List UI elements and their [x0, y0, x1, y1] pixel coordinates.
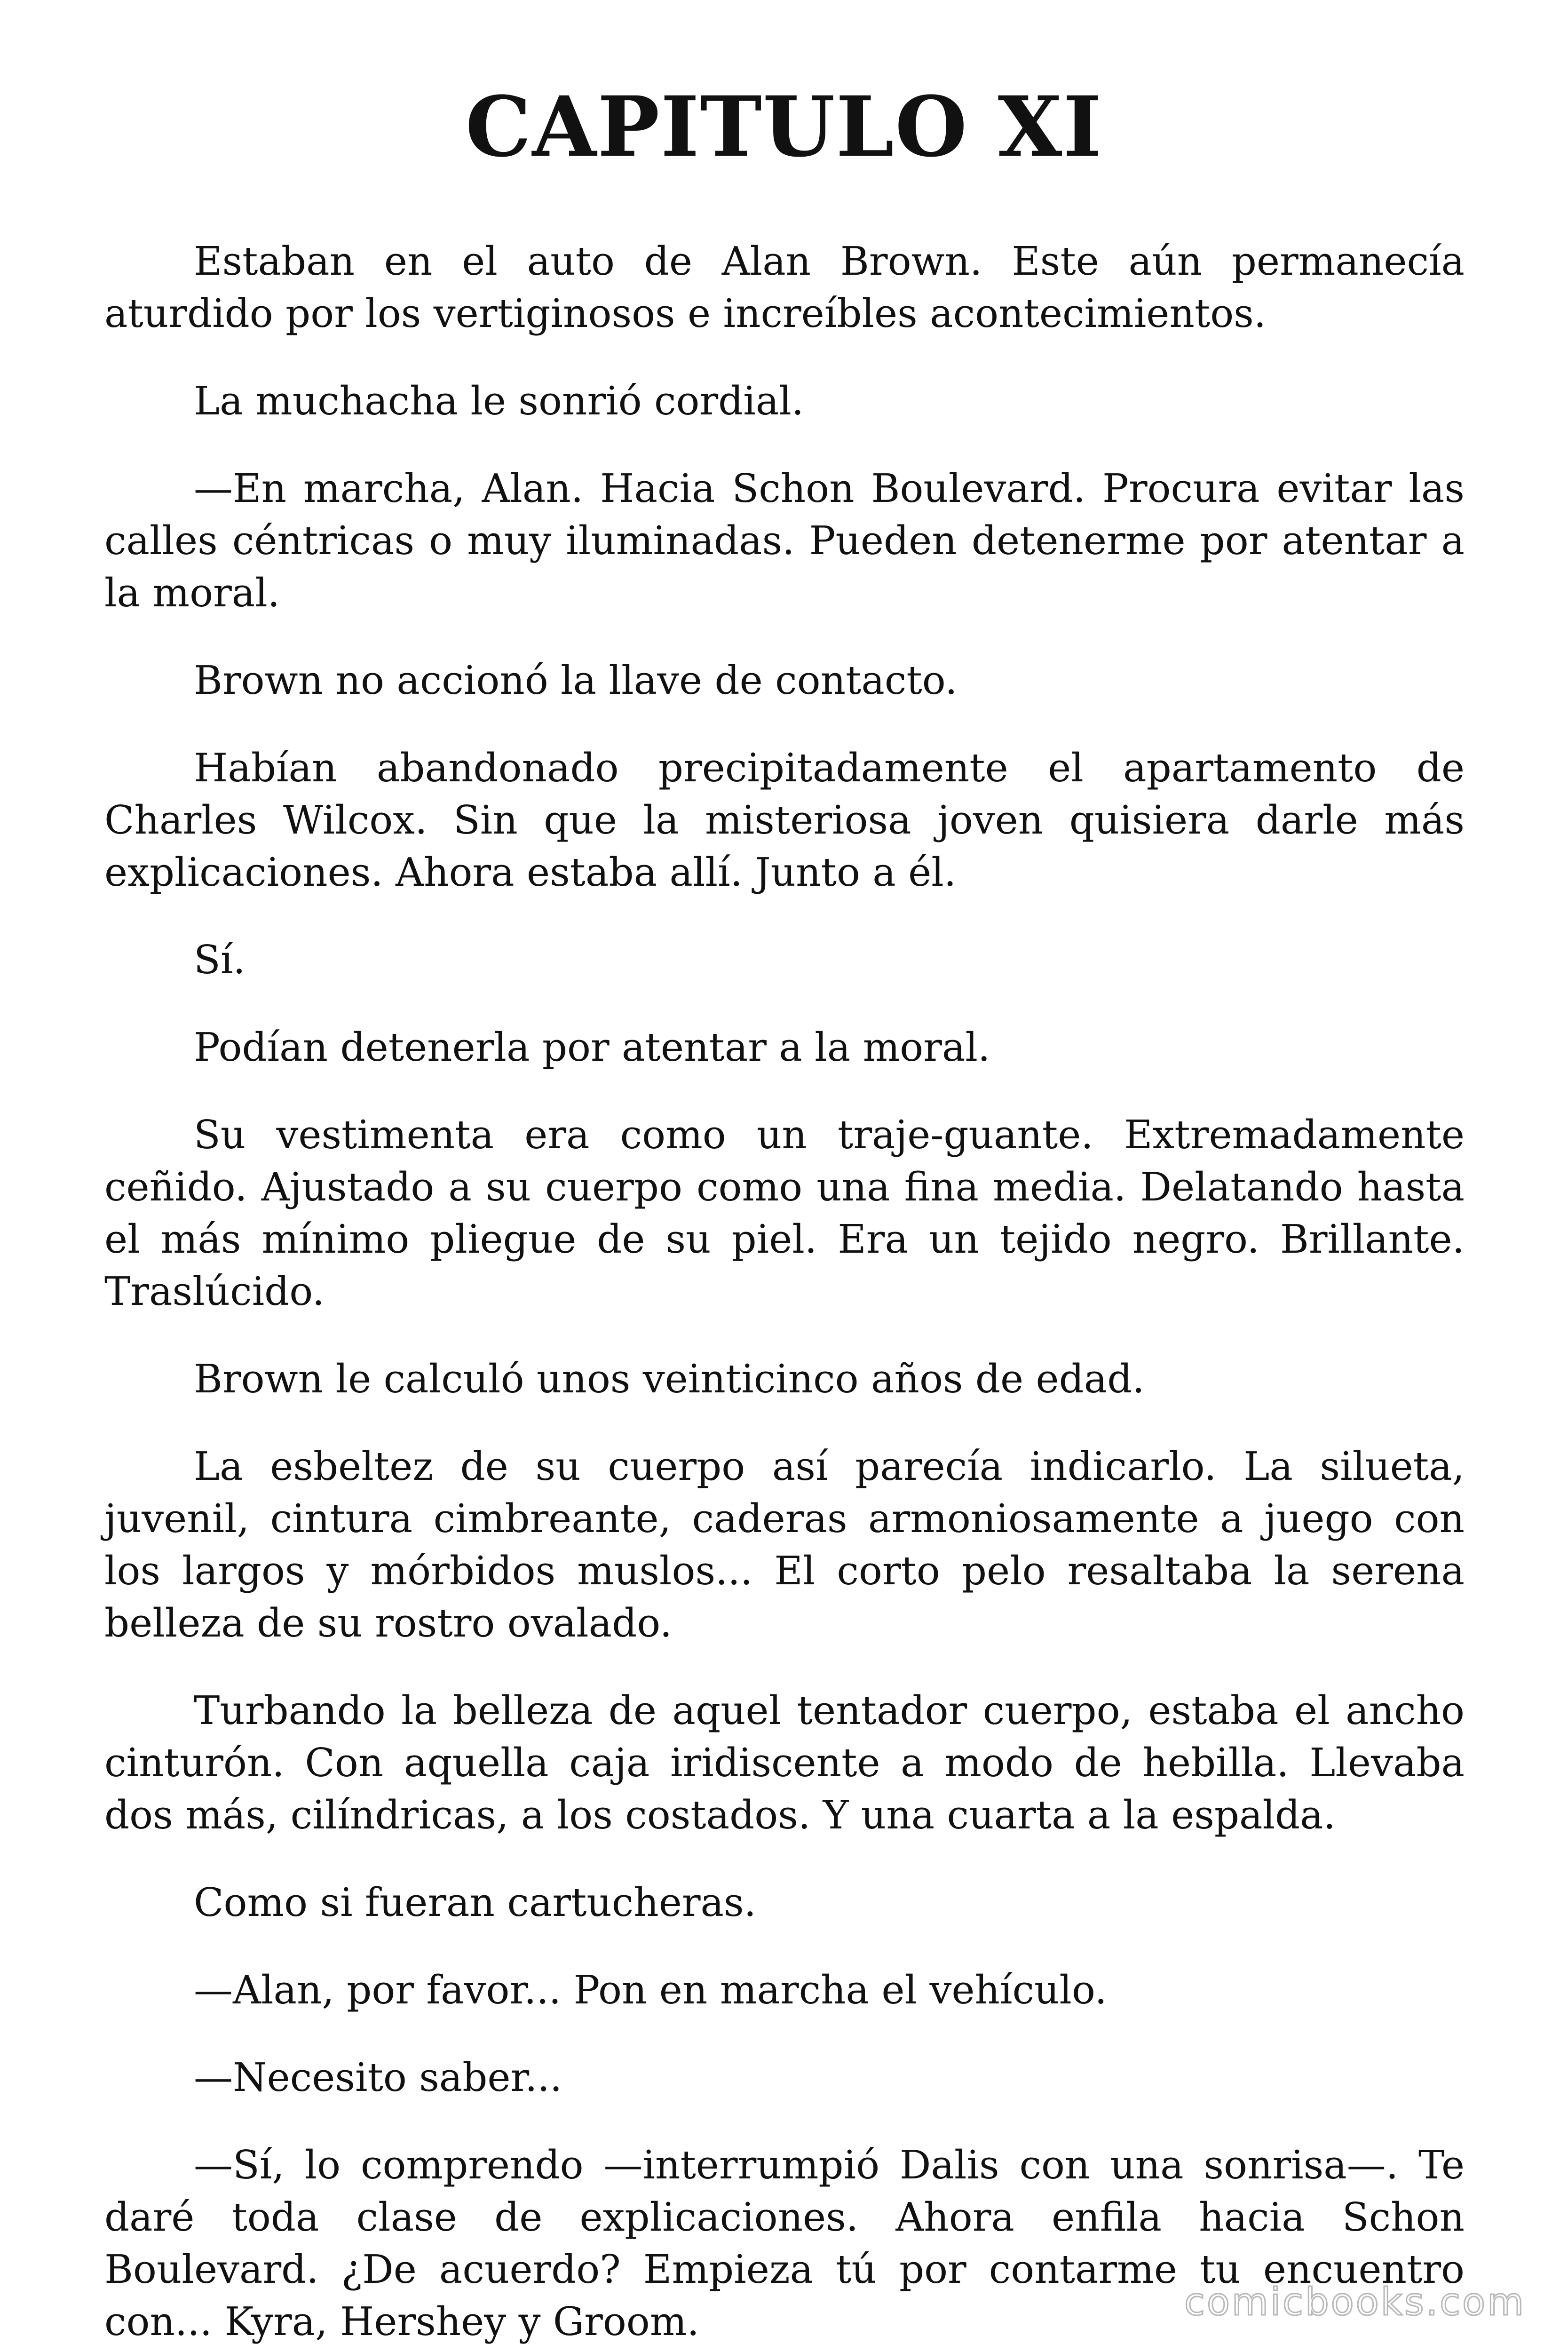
paragraph: —En marcha, Alan. Hacia Schon Boulevard. Procura evitar las calles céntricas o muy iluminadas. Pueden detenerme por atentar a la moral. — [104, 466, 1465, 616]
paragraph: Su vestimenta era como un traje-guante. Extremadamente ceñido. Ajustado a su cuerpo como una fina media. Delatando hasta el más mínimo pliegue de su piel. Era un tejido negro. Brillante. Traslúcido. — [104, 1112, 1465, 1314]
paragraph: Podían detenerla por atentar a la moral. — [194, 1025, 990, 1070]
paragraph: —Sí, lo comprendo —interrumpió Dalis con una sonrisa—. Te daré toda clase de explicaciones. Ahora enfila hacia Schon Boulevard. ¿De acuerdo? Empieza tú por contarme tu encuentro con... Kyra, Hershey y Groom. — [104, 2142, 1465, 2344]
watermark: comicbooks.com — [1184, 2280, 1526, 2324]
chapter-title: CAPITULO XI — [465, 78, 1103, 175]
paragraph: Turbando la belleza de aquel tentador cuerpo, estaba el ancho cinturón. Con aquella caja iridiscente a modo de hebilla. Llevaba dos más, cilíndricas, a los costados. Y una cuarta a la espalda. — [104, 1688, 1465, 1838]
paragraph: Como si fueran cartucheras. — [194, 1880, 757, 1925]
paragraph: La muchacha le sonrió cordial. — [194, 378, 804, 424]
paragraph: Estaban en el auto de Alan Brown. Este aún permanecía aturdido por los vertiginosos e increíbles acontecimientos. — [104, 238, 1465, 336]
paragraph: —Necesito saber... — [194, 2055, 562, 2100]
paragraph: Habían abandonado precipitadamente el apartamento de Charles Wilcox. Sin que la misteriosa joven quisiera darle más explicaciones. Ahora estaba allí. Junto a él. — [104, 745, 1465, 895]
paragraph: Brown le calculó unos veinticinco años de edad. — [194, 1356, 1145, 1402]
paragraph: La esbeltez de su cuerpo así parecía indicarlo. La silueta, juvenil, cintura cimbreante, caderas armoniosamente a juego con los largos y mórbidos muslos... El corto pelo resaltaba la serena belleza de su rostro ovalado. — [104, 1444, 1465, 1646]
chapter-body — [104, 235, 1465, 2352]
paragraph: —Alan, por favor... Pon en marcha el vehículo. — [194, 1967, 1107, 2013]
paragraph: Sí. — [194, 937, 245, 983]
paragraph: Brown no accionó la llave de contacto. — [194, 658, 958, 703]
